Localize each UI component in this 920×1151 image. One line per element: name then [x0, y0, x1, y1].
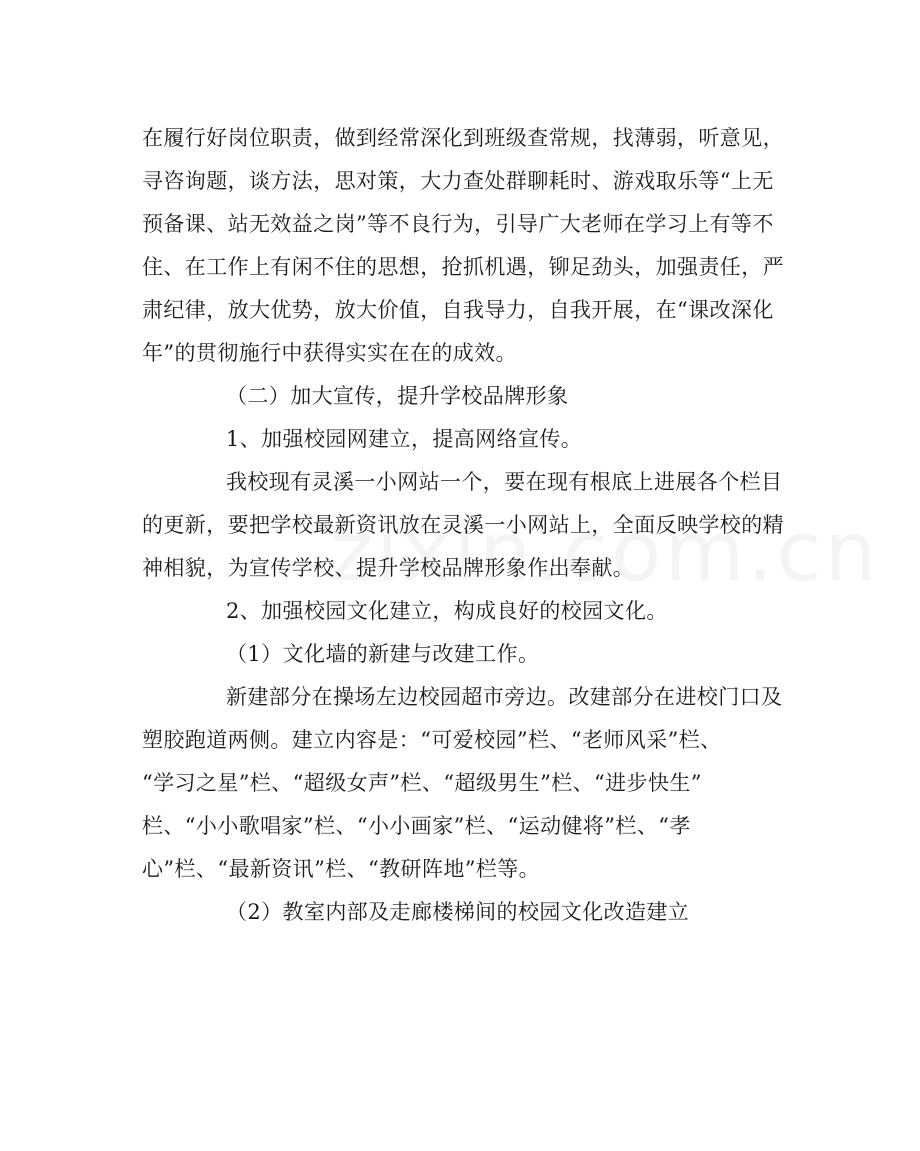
paragraph1-line-1: 在履行好岗位职责，做到经常深化到班级查常规，找薄弱，听意见， [142, 126, 784, 150]
paragraph2-line-1: 我校现有灵溪一小网站一个，要在现有根底上进展各个栏目 [226, 470, 783, 494]
paragraph2-line-3: 神相貌，为宣传学校、提升学校品牌形象作出奉献。 [142, 556, 635, 580]
paragraph2-line-2: 的更新，要把学校最新资讯放在灵溪一小网站上，全面反映学校的精 [142, 513, 784, 537]
paragraph1-line-6: 年”的贯彻施行中获得实实在在的成效。 [142, 341, 517, 365]
paragraph1-line-2: 寻咨询题，谈方法，思对策，大力查处群聊耗时、游戏取乐等“上无 [142, 169, 774, 193]
item-2-heading: 2、加强校园文化建立，构成良好的校园文化。 [226, 599, 668, 623]
paragraph3-line-5: 心”栏、“最新资讯”栏、“教研阵地”栏等。 [142, 857, 541, 881]
section-heading: （二）加大宣传，提升学校品牌形象 [226, 384, 569, 408]
item-1-heading: 1、加强校园网建立，提高网络宣传。 [226, 427, 583, 451]
paragraph1-line-3: 预备课、站无效益之岗”等不良行为，引导广大老师在学习上有等不 [142, 212, 774, 236]
subitem-1-heading: （1）文化墙的新建与改建工作。 [226, 642, 540, 666]
subitem-2-heading: （2）教室内部及走廊楼梯间的校园文化改造建立 [226, 900, 690, 924]
paragraph1-line-5: 肃纪律，放大优势，放大价值，自我导力，自我开展，在“课改深化 [142, 298, 774, 322]
paragraph1-line-4: 住、在工作上有闲不住的思想，抢抓机遇，铆足劲头，加强责任，严 [142, 255, 784, 279]
paragraph3-line-3: “学习之星”栏、“超级女声”栏、“超级男生”栏、“进步快生” [142, 771, 702, 795]
paragraph3-line-2: 塑胶跑道两侧。建立内容是：“可爱校园”栏、“老师风采”栏、 [142, 728, 722, 752]
paragraph3-line-1: 新建部分在操场左边校园超市旁边。改建部分在进校门口及 [226, 685, 783, 709]
paragraph3-line-4: 栏、“小小歌唱家”栏、“小小画家”栏、“运动健将”栏、“孝 [142, 814, 691, 838]
